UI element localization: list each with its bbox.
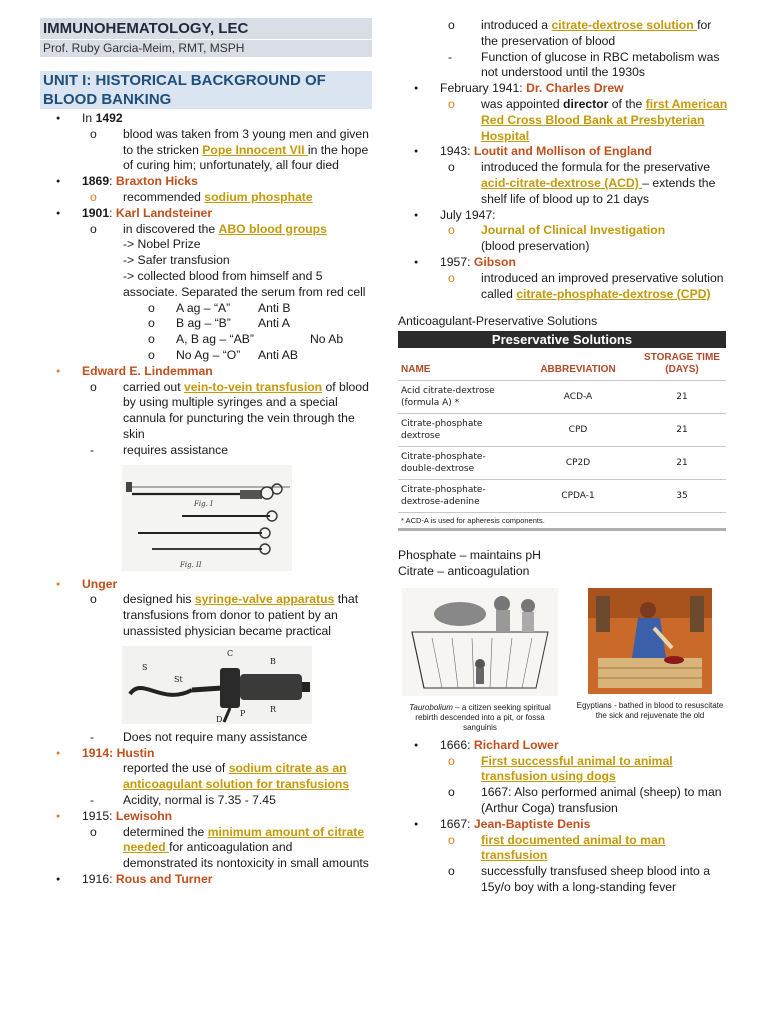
lindemman-note: - requires assistance [90, 442, 228, 457]
fig-label-2: Fig. II [180, 560, 202, 569]
history-images [398, 588, 730, 732]
unit-title: UNIT I: HISTORICAL BACKGROUND OF BLOOD BANKING [40, 71, 372, 109]
unger-note: - Does not require many assistance [90, 729, 308, 744]
bullet-unger: ● Unger [40, 577, 372, 593]
sub-gibson: o introduced an improved preservative solution called citrate-phosphate-dextrose (CPD) [448, 270, 724, 301]
preservative-table [398, 331, 726, 531]
abo-row: o A, B ag – “AB” No Ab [148, 332, 344, 347]
bullet-landsteiner: ● 1901: Karl Landsteiner [40, 206, 372, 222]
egyptians-illustration [588, 588, 712, 694]
course-title: IMMUNOHEMATOLOGY, LEC [40, 18, 372, 39]
egyptians-figure [570, 588, 730, 721]
sub-rous: o introduced a citrate-dextrose solution for the preservation of blood [448, 18, 712, 48]
figure-syringe-valve [122, 646, 312, 724]
hustin-note: - Acidity, normal is 7.35 - 7.45 [90, 792, 276, 807]
bullet-1492: ● In 1492 [40, 111, 372, 127]
fig-label-1: Fig. I [194, 499, 213, 508]
bullet-drew: ● February 1941: Dr. Charles Drew [398, 81, 730, 97]
anticoag-label: Anticoagulant-Preservative Solutions [398, 314, 598, 329]
sub-drew: o was appointed director of the first American Red Cross Blood Bank at Presbyterian Hospital [448, 96, 728, 143]
svg-text:S: S [142, 662, 148, 672]
bullet-lindemman: ● Edward E. Lindemman [40, 364, 372, 380]
bullet-hicks: ● 1869: Braxton Hicks [40, 174, 372, 190]
table-footnote: * ACD-A is used for apheresis components. [398, 512, 726, 528]
sub-lindemman: o carried out vein-to-vein transfusion of blood by using multiple syringes and a special cannula for puncturing the vein through the skin [90, 379, 369, 441]
bullet-rous: ● 1916: Rous and Turner [40, 872, 372, 888]
landsteiner-line-3: -> collected blood from himself and 5 associate. Separated the serum from red cell [123, 268, 366, 299]
bullet-loutit: ● 1943: Loutit and Mollison of England [398, 144, 730, 160]
taurobolium-caption: Taurobolium – a citizen seeking spiritual rebirth descended into a pit, or fossa sanguinis [409, 702, 551, 732]
sub-lower-1: o First successful animal to animal transfusion using dogs [448, 753, 673, 784]
sub-landsteiner: o in discovered the ABO blood groups [90, 221, 327, 236]
table-row: Citrate-phosphate-dextrose-adenine CPDA-1 35 [398, 480, 726, 513]
landsteiner-line-2: -> Safer transfusion [123, 253, 230, 268]
abo-row: o No Ag – “O” Anti AB [148, 347, 298, 362]
sub-denis-1: o first documented animal to man transfusion [448, 832, 666, 863]
sub-unger: o designed his syringe-valve apparatus that transfusions from donor to patient by an unassisted physician became practical [90, 592, 359, 638]
svg-text:B: B [270, 656, 276, 666]
taurobolium-figure [402, 588, 558, 733]
egyptians-caption: Egyptians - bathed in blood to resuscitate the sick and rejuvenate the old [576, 700, 724, 720]
syringe-illustration [122, 465, 292, 571]
sub-loutit: o introduced the formula for the preservative acid-citrate-dextrose (ACD) – extends the shelf life of blood up to 21 days [448, 160, 716, 206]
figure-syringes [122, 465, 292, 571]
table-row: Acid citrate-dextrose (formula A) * ACD-A 21 [398, 381, 726, 414]
taurobolium-illustration [402, 588, 558, 696]
sub-journal: o Journal of Clinical Investigation (blood preservation) [448, 223, 666, 254]
svg-text:R: R [270, 704, 277, 714]
table-bottom-rule [398, 528, 726, 531]
table-title: Preservative Solutions [398, 331, 726, 348]
bullet-gibson: ● 1957: Gibson [398, 255, 730, 271]
citrate-note: Citrate – anticoagulation [398, 563, 530, 578]
syringe-valve-illustration [122, 646, 312, 724]
bullet-july1947: ● July 1947: [398, 208, 730, 224]
abo-row: o A ag – “A” Anti B [148, 300, 291, 315]
bullet-lower: ● 1666: Richard Lower [398, 738, 730, 754]
rous-note: - Function of glucose in RBC metabolism was not understood until the 1930s [448, 49, 720, 80]
left-column [40, 18, 372, 888]
bullet-denis: ● 1667: Jean-Baptiste Denis [398, 817, 730, 833]
svg-text:D: D [216, 714, 223, 724]
svg-text:P: P [240, 708, 246, 718]
sub-1492: o blood was taken from 3 young men and given to the stricken Pope Innocent VII in the hope of curing him; unfortunately, all four died [90, 126, 369, 173]
bullet-lewisohn: ● 1915: Lewisohn [40, 809, 372, 825]
svg-text:C: C [227, 648, 234, 658]
phosphate-note: Phosphate – maintains pH [398, 548, 541, 563]
sub-lewisohn: o determined the minimum amount of citrate needed for anticoagulation and demonstrated its nontoxicity in small amounts [90, 824, 369, 871]
professor-line: Prof. Ruby Garcia-Meim, RMT, MSPH [40, 40, 372, 57]
table-row: Citrate-phosphate dextrose CPD 21 [398, 414, 726, 447]
table-row: Citrate-phosphate-double-dextrose CP2D 21 [398, 447, 726, 480]
table-header-row: NAME ABBREVIATION STORAGE TIME (DAYS) [401, 352, 720, 376]
svg-text:St: St [174, 674, 183, 684]
landsteiner-line-1: -> Nobel Prize [123, 237, 201, 252]
bullet-hustin: ● 1914: Hustin [40, 746, 372, 762]
sub-lower-2: o 1667: Also performed animal (sheep) to man (Arthur Coga) transfusion [448, 785, 722, 815]
right-column [398, 18, 730, 896]
sub-denis-2: o successfully transfused sheep blood into a 15y/o boy with a long-standing fever [448, 864, 710, 894]
sub-hicks: o recommended sodium phosphate [90, 189, 313, 204]
abo-row: o B ag – “B” Anti A [148, 316, 290, 331]
table [398, 348, 726, 512]
sub-hustin: reported the use of sodium citrate as an anticoagulant solution for transfusions [123, 761, 350, 792]
